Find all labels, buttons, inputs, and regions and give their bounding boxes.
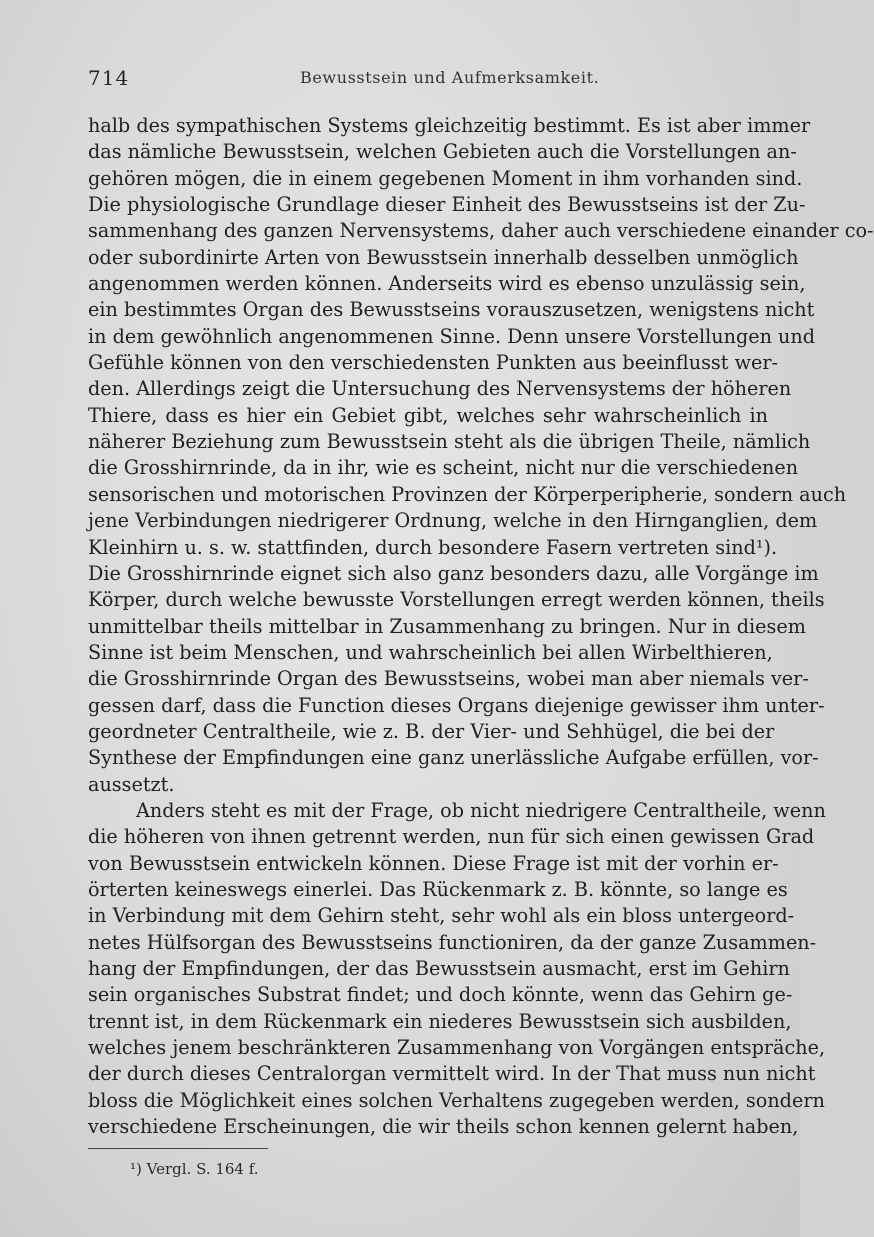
text-line: sammenhang des ganzen Nervensystems, daher auch verschiedene einander co- bbox=[88, 219, 874, 243]
running-head: Bewusstsein und Aufmerksamkeit. bbox=[300, 68, 600, 87]
text-line: oder subordinirte Arten von Bewusstsein innerhalb desselben unmöglich bbox=[88, 245, 799, 269]
page-header bbox=[88, 62, 778, 92]
text-line: die höheren von ihnen getrennt werden, nun für sich einen gewissen Grad bbox=[88, 825, 815, 849]
text-line: trennt ist, in dem Rückenmark ein niederes Bewusstsein sich ausbilden, bbox=[88, 1009, 792, 1033]
text-line: netes Hülfsorgan des Bewusstseins functioniren, da der ganze Zusammen- bbox=[88, 930, 817, 954]
text-line: verschiedene Erscheinungen, die wir theils schon kennen gelernt haben, bbox=[88, 1115, 799, 1139]
text-line: ein bestimmtes Organ des Bewusstseins vorauszusetzen, wenigstens nicht bbox=[88, 298, 815, 322]
text-line: Die Grosshirnrinde eignet sich also ganz besonders dazu, alle Vorgänge im bbox=[88, 561, 819, 585]
text-line: in dem gewöhnlich angenommenen Sinne. Denn unsere Vorstellungen und bbox=[88, 324, 816, 348]
text-line: bloss die Möglichkeit eines solchen Verhaltens zugegeben werden, sondern bbox=[88, 1088, 825, 1112]
text-line: die Grosshirnrinde, da in ihr, wie es scheint, nicht nur die verschiedenen bbox=[88, 456, 799, 480]
text-line: jene Verbindungen niedrigerer Ordnung, welche in den Hirnganglien, dem bbox=[88, 509, 818, 533]
text-line: Gefühle können von den verschiedensten Punkten aus beeinflusst wer- bbox=[88, 351, 779, 375]
text-line: sein organisches Substrat findet; und doch könnte, wenn das Gehirn ge- bbox=[88, 983, 793, 1007]
text-line: näherer Beziehung zum Bewusstsein steht als die übrigen Theile, nämlich bbox=[88, 430, 811, 454]
body-text bbox=[88, 113, 874, 1140]
text-line: Die physiologische Grundlage dieser Einheit des Bewusstseins ist der Zu- bbox=[88, 193, 806, 217]
text-line: Körper, durch welche bewusste Vorstellungen erregt werden können, theils bbox=[88, 588, 825, 612]
footnote: ¹) Vergl. S. 164 f. bbox=[130, 1160, 259, 1178]
text-line: angenommen werden können. Anderseits wird es ebenso unzulässig sein, bbox=[88, 272, 806, 296]
text-line: Thiere, dass es hier ein Gebiet gibt, welches sehr wahrscheinlich in bbox=[88, 403, 768, 427]
text-line: gessen darf, dass die Function dieses Organs diejenige gewisser ihm unter- bbox=[88, 693, 825, 717]
text-line: sensorischen und motorischen Provinzen der Körperperipherie, sondern auch bbox=[88, 482, 847, 506]
text-line: örterten keineswegs einerlei. Das Rückenmark z. B. könnte, so lange es bbox=[88, 877, 788, 901]
text-line: unmittelbar theils mittelbar in Zusammenhang zu bringen. Nur in diesem bbox=[88, 614, 806, 638]
text-line: welches jenem beschränkteren Zusammenhang von Vorgängen entspräche, bbox=[88, 1036, 826, 1060]
text-line: das nämliche Bewusstsein, welchen Gebieten auch die Vorstellungen an- bbox=[88, 140, 797, 164]
text-line: geordneter Centraltheile, wie z. B. der Vier- und Sehhügel, die bei der bbox=[88, 719, 775, 743]
text-line: Sinne ist beim Menschen, und wahrscheinlich bei allen Wirbelthieren, bbox=[88, 640, 773, 664]
text-line: der durch dieses Centralorgan vermittelt wird. In der That muss nun nicht bbox=[88, 1062, 816, 1086]
text-line: Synthese der Empfindungen eine ganz unerlässliche Aufgabe erfüllen, vor- bbox=[88, 746, 819, 770]
page-number: 714 bbox=[88, 66, 130, 90]
text-line: Anders steht es mit der Frage, ob nicht niedrigere Centraltheile, wenn bbox=[136, 798, 826, 822]
text-line: den. Allerdings zeigt die Untersuchung des Nervensystems der höheren bbox=[88, 377, 792, 401]
text-line: aussetzt. bbox=[88, 772, 175, 796]
text-line: gehören mögen, die in einem gegebenen Moment in ihm vorhanden sind. bbox=[88, 166, 803, 190]
text-line: hang der Empfindungen, der das Bewusstsein ausmacht, erst im Gehirn bbox=[88, 957, 790, 980]
footnote-divider bbox=[88, 1148, 268, 1149]
text-line: halb des sympathischen Systems gleichzeitig bestimmt. Es ist aber immer bbox=[88, 114, 811, 137]
text-line: in Verbindung mit dem Gehirn steht, sehr wohl als ein bloss untergeord- bbox=[88, 904, 795, 928]
text-line: von Bewusstsein entwickeln können. Diese Frage ist mit der vorhin er- bbox=[88, 851, 779, 875]
text-line: Kleinhirn u. s. w. stattfinden, durch besondere Fasern vertreten sind¹). bbox=[88, 535, 778, 559]
text-line: die Grosshirnrinde Organ des Bewusstseins, wobei man aber niemals ver- bbox=[88, 667, 809, 691]
